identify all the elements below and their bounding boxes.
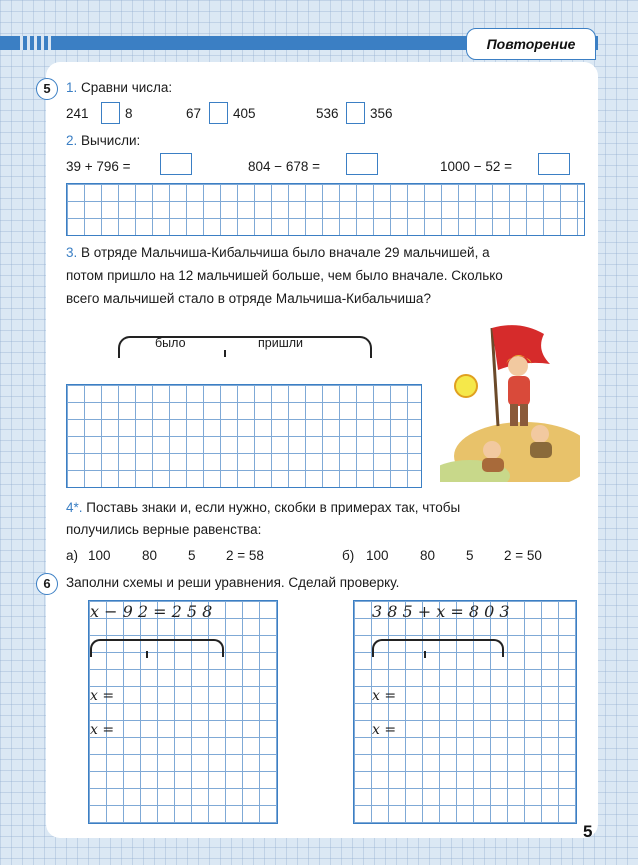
- compare-left-0: 241: [66, 106, 89, 121]
- task3-number: 3.: [66, 245, 78, 260]
- expr-2: 1000 − 52 =: [440, 159, 513, 174]
- task4-b-label: б): [342, 548, 355, 563]
- boy-leg-right: [520, 404, 528, 426]
- task4-b-num-2: 5: [466, 548, 474, 563]
- task4-b-num-0: 100: [366, 548, 389, 563]
- answer-box-2[interactable]: [538, 153, 570, 175]
- task3-line-0: [66, 245, 490, 260]
- task3-line-1: потом пришло на 12 мальчишей больше, чем было вначале. Сколько: [66, 268, 503, 283]
- compare-left-1: 67: [186, 106, 202, 121]
- compare-box-0[interactable]: [101, 102, 120, 124]
- task4-a-num-2: 5: [188, 548, 196, 563]
- equation-right-tick: [424, 651, 426, 658]
- lesson6-number-badge: 6: [36, 573, 58, 595]
- task2-number: 2.: [66, 133, 78, 148]
- lesson-number-badge: 5: [36, 78, 58, 100]
- right-x-label-1: x =: [372, 722, 397, 738]
- task4-b-num-3: 2 = 50: [504, 548, 542, 563]
- task3-text-0: В отряде Мальчиша-Кибальчиша было вначале 29 мальчишей, а: [81, 245, 490, 260]
- equation-left-brace: [90, 639, 224, 657]
- task1-number: 1.: [66, 80, 78, 95]
- answer-box-1[interactable]: [346, 153, 378, 175]
- compare-right-0: 8: [125, 106, 133, 121]
- task4-a-num-3: 2 = 58: [226, 548, 264, 563]
- page-number: 5: [583, 822, 593, 841]
- task2-text: Вычисли:: [81, 133, 141, 148]
- task4-line-0: [66, 500, 460, 515]
- lesson6-text: Заполни схемы и реши уравнения. Сделай проверку.: [66, 575, 400, 590]
- boy-leg-left: [510, 404, 518, 426]
- right-x-label-0: x =: [372, 688, 397, 704]
- task4-line-1: получились верные равенства:: [66, 522, 262, 537]
- task3-scheme-tick: [224, 350, 226, 357]
- scheme-label-came: пришли: [258, 336, 304, 350]
- compare-box-1[interactable]: [209, 102, 228, 124]
- top-bar-stripes: [20, 36, 52, 50]
- equation-left-grid[interactable]: [88, 600, 278, 824]
- task4-a-num-0: 100: [88, 548, 111, 563]
- task4-number: 4*.: [66, 500, 83, 515]
- boy3-head: [483, 441, 501, 459]
- section-title: Повторение: [466, 28, 596, 60]
- task3-work-grid[interactable]: [66, 384, 422, 488]
- boy-shirt: [508, 376, 530, 406]
- task4-text-0: Поставь знаки и, если нужно, скобки в примерах так, чтобы: [86, 500, 461, 515]
- task3-line-2: всего мальчишей стало в отряде Мальчиша-Кибальчиша?: [66, 291, 431, 306]
- task4-a-label: а): [66, 548, 79, 563]
- task1-text: Сравни числа:: [81, 80, 173, 95]
- equation-left-tick: [146, 651, 148, 658]
- boy3-body: [482, 458, 504, 472]
- equation-right-brace: [372, 639, 504, 657]
- task1-heading: [66, 80, 172, 95]
- equation-right: 3 8 5 + x = 8 0 3: [372, 602, 510, 621]
- left-x-label-1: x =: [90, 722, 115, 738]
- task2-heading: [66, 133, 140, 148]
- compare-right-1: 405: [233, 106, 256, 121]
- boy2-body: [530, 442, 552, 458]
- compare-left-2: 536: [316, 106, 339, 121]
- boy-with-flag-illustration: [440, 316, 580, 482]
- compare-right-2: 356: [370, 106, 393, 121]
- task4-a-num-1: 80: [142, 548, 158, 563]
- compare-box-2[interactable]: [346, 102, 365, 124]
- left-x-label-0: x =: [90, 688, 115, 704]
- equation-left: x − 9 2 = 2 5 8: [90, 602, 213, 621]
- expr-1: 804 − 678 =: [248, 159, 321, 174]
- task4-b-num-1: 80: [420, 548, 436, 563]
- boy2-head: [531, 425, 549, 443]
- answer-box-0[interactable]: [160, 153, 192, 175]
- sun-badge-icon: [455, 375, 477, 397]
- boy-head: [508, 356, 528, 376]
- task2-work-grid[interactable]: [66, 183, 585, 236]
- equation-right-grid[interactable]: [353, 600, 577, 824]
- scheme-label-was: было: [155, 336, 186, 350]
- expr-0: 39 + 796 =: [66, 159, 131, 174]
